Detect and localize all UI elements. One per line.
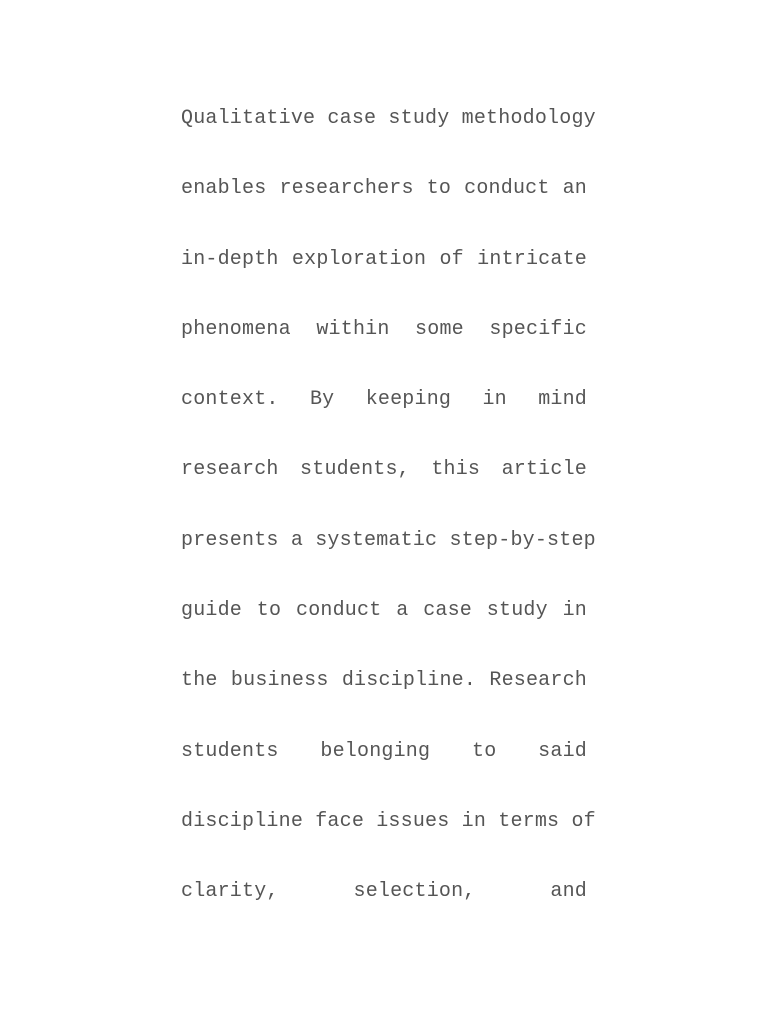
text-line-11: discipline face issues in terms of (181, 809, 596, 833)
text-line-6: research students, this article (181, 458, 587, 482)
text-line-4: phenomena within some specific (181, 317, 587, 341)
text-line-8: guide to conduct a case study in (181, 599, 587, 623)
text-line-2: enables researchers to conduct an (181, 177, 587, 201)
text-line-3: in-depth exploration of intricate (181, 247, 587, 271)
text-line-10: students belonging to said (181, 739, 587, 763)
text-line-9: the business discipline. Research (181, 669, 587, 693)
text-line-7: presents a systematic step-by-step (181, 528, 596, 552)
text-line-12: clarity, selection, and (181, 880, 587, 904)
text-line-5: context. By keeping in mind (181, 388, 587, 412)
body-paragraph (181, 99, 596, 943)
text-line-1: Qualitative case study methodology (181, 107, 596, 130)
